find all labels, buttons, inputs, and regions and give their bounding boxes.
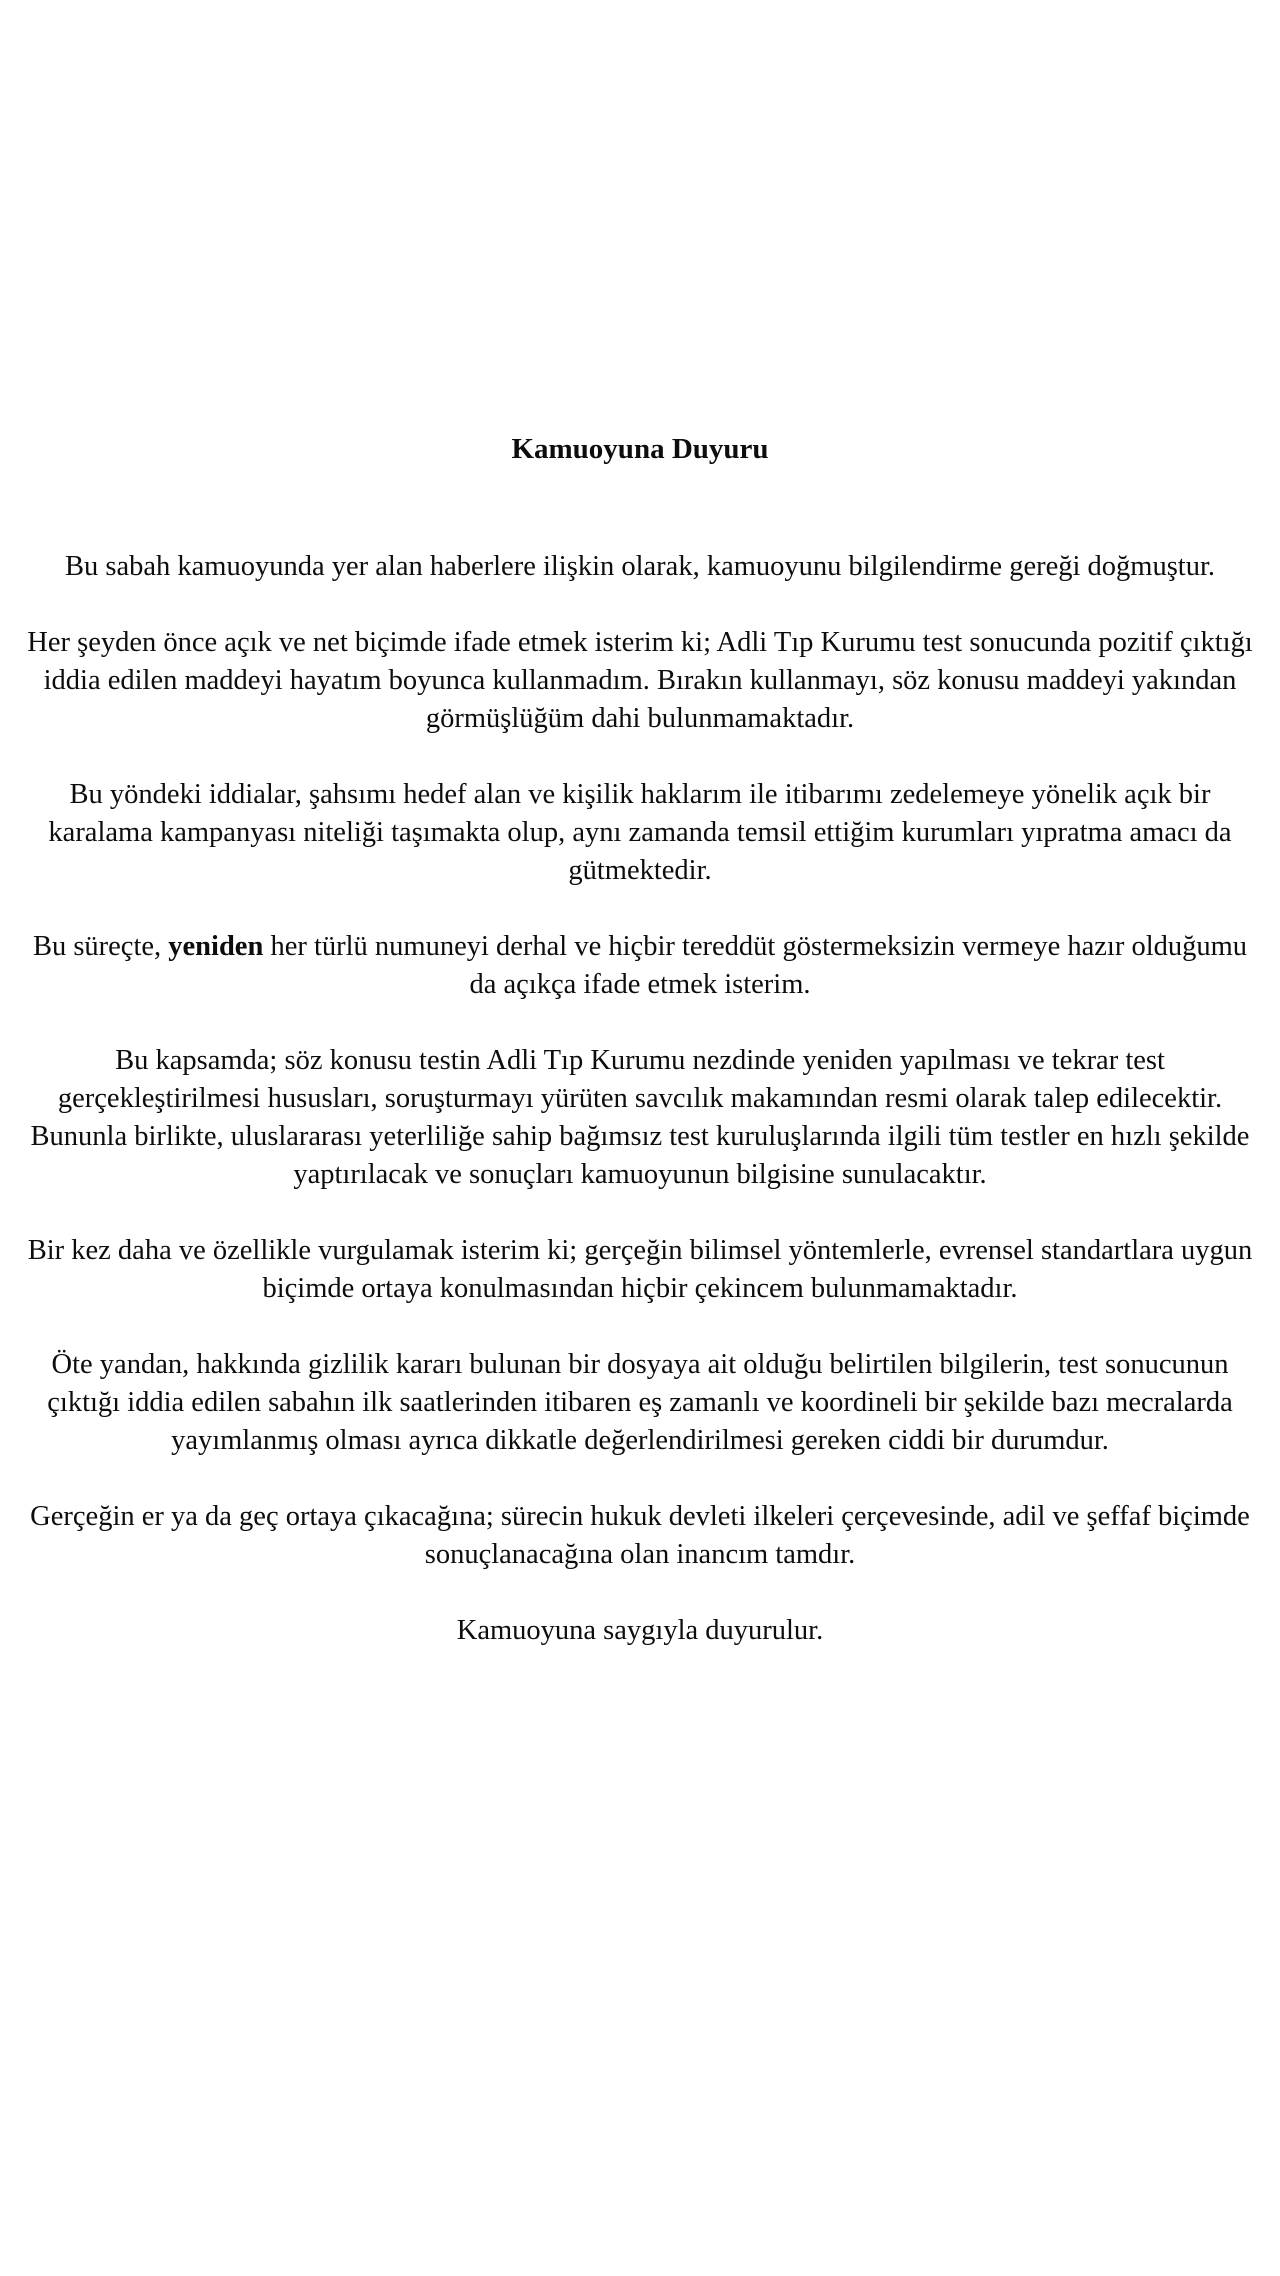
paragraph-denial: Her şeyden önce açık ve net biçimde ifade etmek isterim ki; Adli Tıp Kurumu test sonucunda pozitif çıktığı iddia edilen maddeyi hayatım boyunca kullanmadım. Bırakın kullanmayı, söz konusu maddeyi yakından görmüşlüğüm dahi bulunmamaktadır.: [27, 627, 1253, 734]
paragraph-trust-in-justice: Gerçeğin er ya da geç ortaya çıkacağına; sürecin hukuk devleti ilkeleri çerçevesinde, adil ve şeffaf biçimde sonuçlanacağına olan inancım tamdır.: [30, 1501, 1250, 1570]
paragraph-sample-offer-after: her türlü numuneyi derhal ve hiçbir tereddüt göstermeksizin vermeye hazır olduğumu da açıkça ifade etmek isterim.: [263, 931, 1248, 1000]
closing-statement: Kamuoyuna saygıyla duyurulur.: [456, 1615, 824, 1646]
document-title: Kamuoyuna Duyuru: [511, 433, 769, 465]
paragraph-sample-offer-bold-word: yeniden: [168, 931, 264, 962]
paragraph-scientific-methods: Bir kez daha ve özellikle vurgulamak isterim ki; gerçeğin bilimsel yöntemlerle, evrensel standartlara uygun biçimde ortaya konulmasından hiçbir çekincem bulunmamaktadır.: [27, 1235, 1253, 1304]
paragraph-sample-offer-before: Bu süreçte,: [32, 931, 169, 962]
paragraph-independent-tests: Bununla birlikte, uluslararası yeterliliğe sahip bağımsız test kuruluşlarında ilgili tüm testler en hızlı şekilde yaptırılacak ve sonuçları kamuoyunun bilgisine sunulacaktır.: [30, 1121, 1250, 1190]
paragraph-retest-request: Bu kapsamda; söz konusu testin Adli Tıp Kurumu nezdinde yeniden yapılması ve tekrar test gerçekleştirilmesi hususları, soruşturmayı yürüten savcılık makamından resmi olarak talep edilecektir.: [57, 1045, 1223, 1114]
paragraph-sample-offer: [16, 928, 1264, 1004]
announcement-document: [16, 0, 1264, 1650]
paragraph-smear-campaign: Bu yöndeki iddialar, şahsımı hedef alan ve kişilik haklarım ile itibarımı zedelemeye yönelik açık bir karalama kampanyası niteliği taşımakta olup, aynı zamanda temsil ettiğim kurumları yıpratma amacı da gütmektedir.: [48, 779, 1232, 886]
paragraph-intro: Bu sabah kamuoyunda yer alan haberlere ilişkin olarak, kamuoyunu bilgilendirme gereği doğmuştur.: [65, 551, 1215, 582]
paragraph-confidentiality-concern: Öte yandan, hakkında gizlilik kararı bulunan bir dosyaya ait olduğu belirtilen bilgilerin, test sonucunun çıktığı iddia edilen sabahın ilk saatlerinden itibaren eş zamanlı ve koordineli bir şekilde bazı mecralarda yayımlanmış olması ayrıca dikkatle değerlendirilmesi gereken ciddi bir durumdur.: [47, 1349, 1233, 1456]
